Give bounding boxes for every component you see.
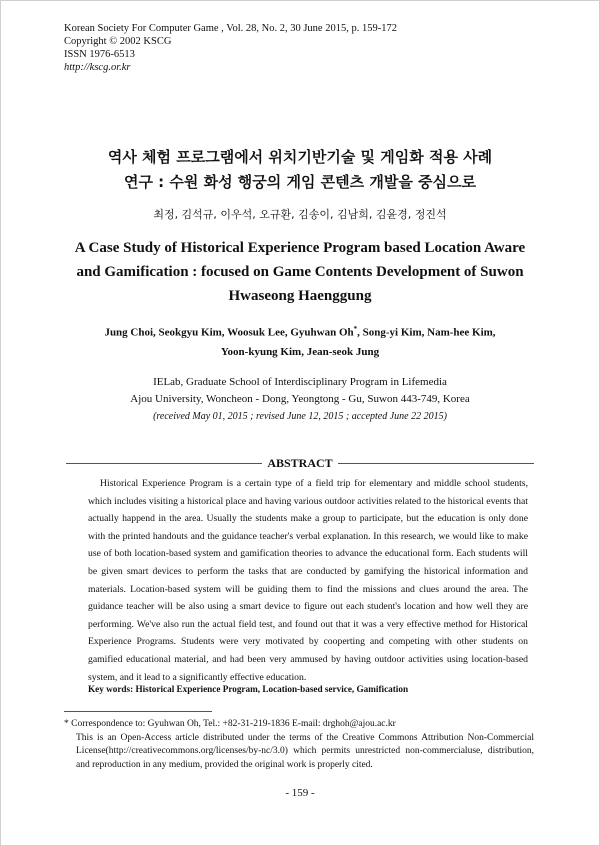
journal-header — [64, 22, 397, 74]
footnote — [64, 718, 534, 772]
english-title-line-2: and Gamification : focused on Game Contents Development of Suwon — [76, 264, 524, 280]
affiliation — [60, 374, 540, 408]
abstract-body: Historical Experience Program is a certain type of a field trip for elementary and middle school students, which includes visiting a historical place and having various outdoor activities related to the historical events that actually happend in the area. Usually the students make a group to participate, but the education is only done with the printed handouts and the guidance teacher's verbal explanation. In this research, we would like to make use of both location-based system and gamification theories to advance the educational form. Each students will be given smart devices to perform the tasks that are conducted by gamifying the historical information and materials. Location-based system will be guiding them to find the missions and clues around the area. The guidance teacher will be also using a smart device to figure out each student's location and how well they are performing. We've also run the actual field test, and found out that it was a very effective method for Historical Experience Programs. Students were very motivated by cooperting and competing with other students on gamified educational material, and had been very ammused by having outdoor activities using location-based system, and it lead to a significantly effective education. — [88, 478, 528, 683]
license-note: This is an Open-Access article distributed under the terms of the Creative Commons Attribution Non-Commercial License(http://creativecommons.org/licenses/by-nc/3.0) which permits unrestricted non-commercialuse, distribution, and reproduction in any medium, provided the original work is properly cited. — [76, 732, 534, 770]
abstract-rule-right — [338, 463, 534, 464]
affiliation-line-2: Ajou University, Woncheon - Dong, Yeongtong - Gu, Suwon 443-749, Korea — [130, 393, 470, 405]
korean-title-line-2: 연구 : 수원 화성 행궁의 게임 콘텐츠 개발을 중심으로 — [123, 173, 477, 191]
abstract-rule-left — [66, 463, 262, 464]
keywords: Key words: Historical Experience Program, Location-based service, Gamification — [88, 684, 409, 694]
issn-line: ISSN 1976-6513 — [64, 49, 135, 60]
footnote-rule — [64, 711, 212, 712]
english-title-line-3: Hwaseong Haenggung — [228, 288, 372, 304]
korean-title-line-1: 역사 체험 프로그램에서 위치기반기술 및 게임화 적용 사례 — [107, 148, 493, 166]
authors-part-b: , Song-yi Kim, Nam-hee Kim, — [357, 326, 496, 339]
copyright-line: Copyright © 2002 KSCG — [64, 36, 172, 47]
affiliation-line-1: IELab, Graduate School of Interdisciplinary Program in Lifemedia — [153, 376, 447, 388]
journal-url[interactable]: http://kscg.or.kr — [64, 62, 131, 73]
received-dates: (received May 01, 2015 ; revised June 12, 2015 ; accepted June 22 2015) — [153, 411, 447, 422]
english-authors — [60, 320, 540, 362]
korean-title — [40, 145, 560, 195]
authors-part-a: Jung Choi, Seokgyu Kim, Woosuk Lee, Gyuhwan Oh — [104, 326, 354, 339]
korean-authors: 최정, 김석규, 이우석, 오규환, 김송이, 김남희, 김윤경, 정진석 — [153, 208, 447, 221]
abstract-heading: ABSTRACT — [267, 456, 333, 470]
correspondence-note: * Correspondence to: Gyuhwan Oh, Tel.: +82-31-219-1836 E-mail: drghoh@ajou.ac.kr — [64, 719, 396, 729]
english-title-line-1: A Case Study of Historical Experience Program based Location Aware — [74, 240, 526, 256]
english-authors-line-1 — [60, 320, 540, 343]
page-number: - 159 - — [285, 787, 315, 799]
journal-citation: Korean Society For Computer Game , Vol. 28, No. 2, 30 June 2015, p. 159-172 — [64, 23, 397, 34]
corresponding-author-mark: * — [353, 325, 358, 333]
english-title — [60, 236, 540, 308]
english-authors-line-2: Yoon-kyung Kim, Jean-seok Jung — [220, 345, 380, 358]
